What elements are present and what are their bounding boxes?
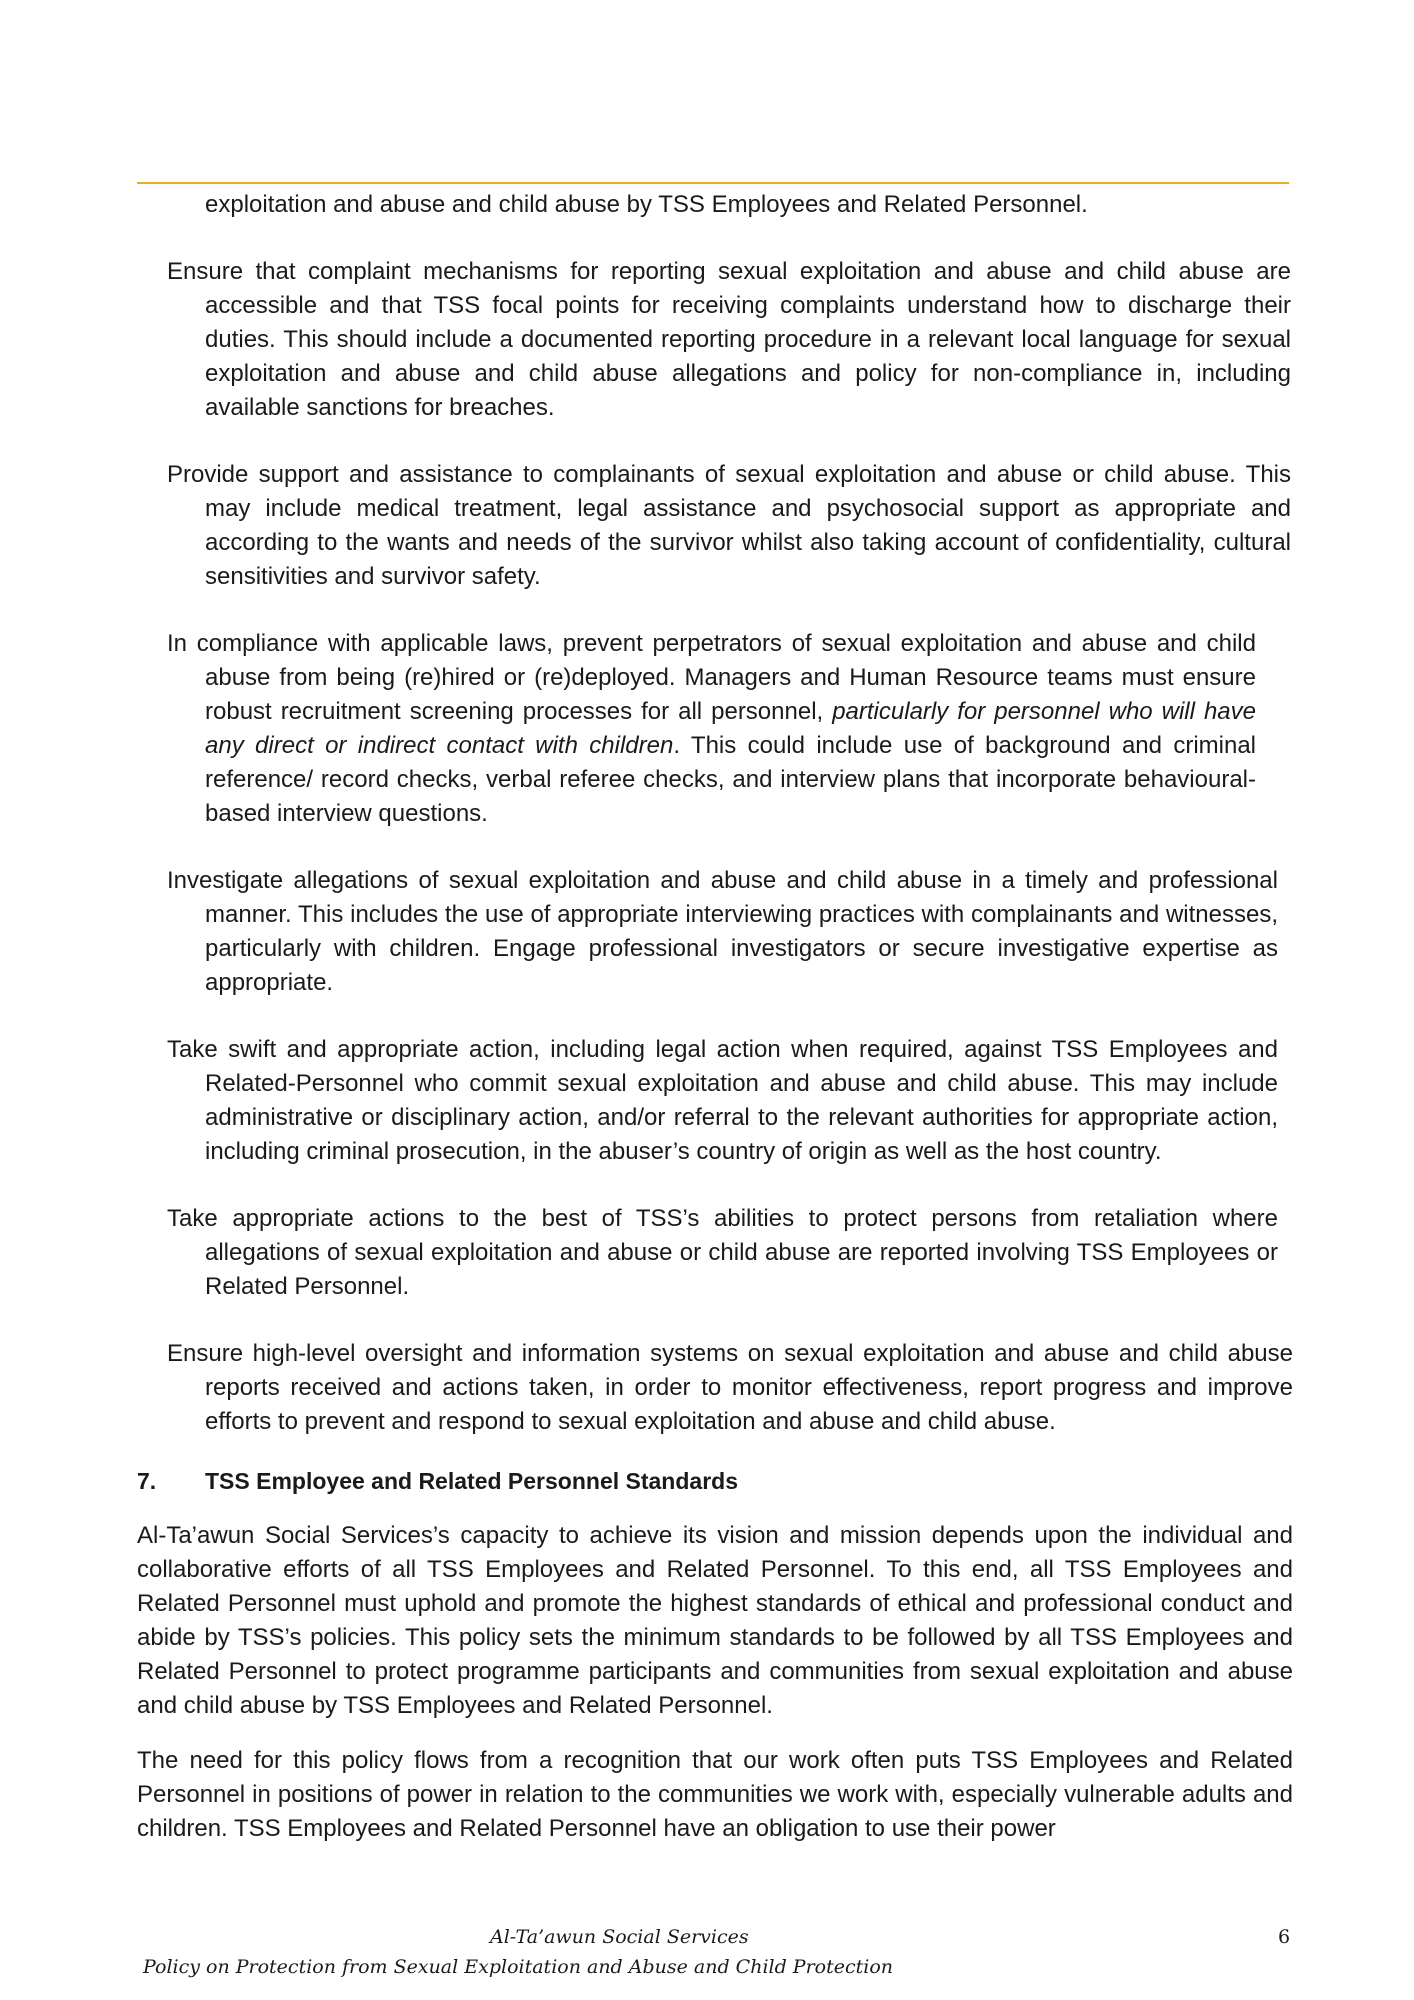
body-paragraph: Al-Ta’awun Social Services’s capacity to achieve its vision and mission depends upon the individual and collaborative efforts of all TSS Employees and Related Personnel. To this end, all TSS Employees and Related Personnel must uphold and promote the highest standards of ethical and professional conduct and abide by TSS’s policies. This policy sets the minimum standards to be followed by all TSS Employees and Related Personnel to protect programme participants and communities from sexual exploitation and abuse and child abuse by TSS Employees and Related Personnel. [137, 1522, 1293, 1719]
list-item-text: In compliance with applicable laws, prevent perpetrators of sexual exploitation and abuse and child abuse from being (re)hired or (re)deployed. Managers and Human Resource teams must ensure robust recruitment screening processes for all personnel, [167, 630, 1256, 725]
body-paragraph: The need for this policy flows from a recognition that our work often puts TSS Employees and Related Personnel in positions of power in relation to the communities we work with, especially vulnerable adults and children. TSS Employees and Related Personnel have an obligation to use their power [137, 1747, 1293, 1842]
footer-document-title: Policy on Protection from Sexual Exploitation and Abuse and Child Protection [143, 1956, 894, 1978]
list-item: Ensure that complaint mechanisms for reporting sexual exploitation and abuse and child abuse are accessible and that TSS focal points for receiving complaints understand how to discharge their duties. This should include a documented reporting procedure in a relevant local language for sexual exploitation and abuse and child abuse allegations and policy for non-compliance in, including available sanctions for breaches. [167, 258, 1291, 421]
document-body [137, 188, 1293, 1846]
list-item-text: . This could include use of background and criminal reference/ record checks, verbal referee checks, and interview plans that incorporate behavioural-based interview questions. [205, 732, 1257, 827]
list-item [137, 627, 1256, 831]
continuation-line: exploitation and abuse and child abuse by TSS Employees and Related Personnel. [205, 191, 1088, 218]
list-item-emphasis: particularly for personnel who will have any direct or indirect contact with children [205, 698, 1256, 759]
list-item: Investigate allegations of sexual exploitation and abuse and child abuse in a timely and professional manner. This includes the use of appropriate interviewing practices with complainants and witnesses, particularly with children. Engage professional investigators or secure investigative expertise as appropriate. [167, 867, 1278, 996]
section-title: TSS Employee and Related Personnel Standards [205, 1468, 738, 1494]
header-rule [137, 182, 1289, 184]
list-item: Ensure high-level oversight and information systems on sexual exploitation and abuse and child abuse reports received and actions taken, in order to monitor effectiveness, report progress and improve efforts to prevent and respond to sexual exploitation and abuse and child abuse. [167, 1340, 1293, 1435]
list-item: Take appropriate actions to the best of TSS’s abilities to protect persons from retaliation where allegations of sexual exploitation and abuse or child abuse are reported involving TSS Employees or Related Personnel. [167, 1205, 1278, 1300]
section-number: 7. [137, 1468, 157, 1494]
page-number: 6 [1278, 1926, 1291, 1948]
list-item: Provide support and assistance to complainants of sexual exploitation and abuse or child abuse. This may include medical treatment, legal assistance and psychosocial support as appropriate and according to the wants and needs of the survivor whilst also taking account of confidentiality, cultural sensitivities and survivor safety. [167, 461, 1291, 590]
list-item: Take swift and appropriate action, including legal action when required, against TSS Employees and Related-Personnel who commit sexual exploitation and abuse and child abuse. This may include administrative or disciplinary action, and/or referral to the relevant authorities for appropriate action, including criminal prosecution, in the abuser’s country of origin as well as the host country. [167, 1036, 1278, 1165]
footer-organization: Al-Ta’awun Social Services [490, 1926, 749, 1948]
section-heading [137, 1464, 1293, 1498]
